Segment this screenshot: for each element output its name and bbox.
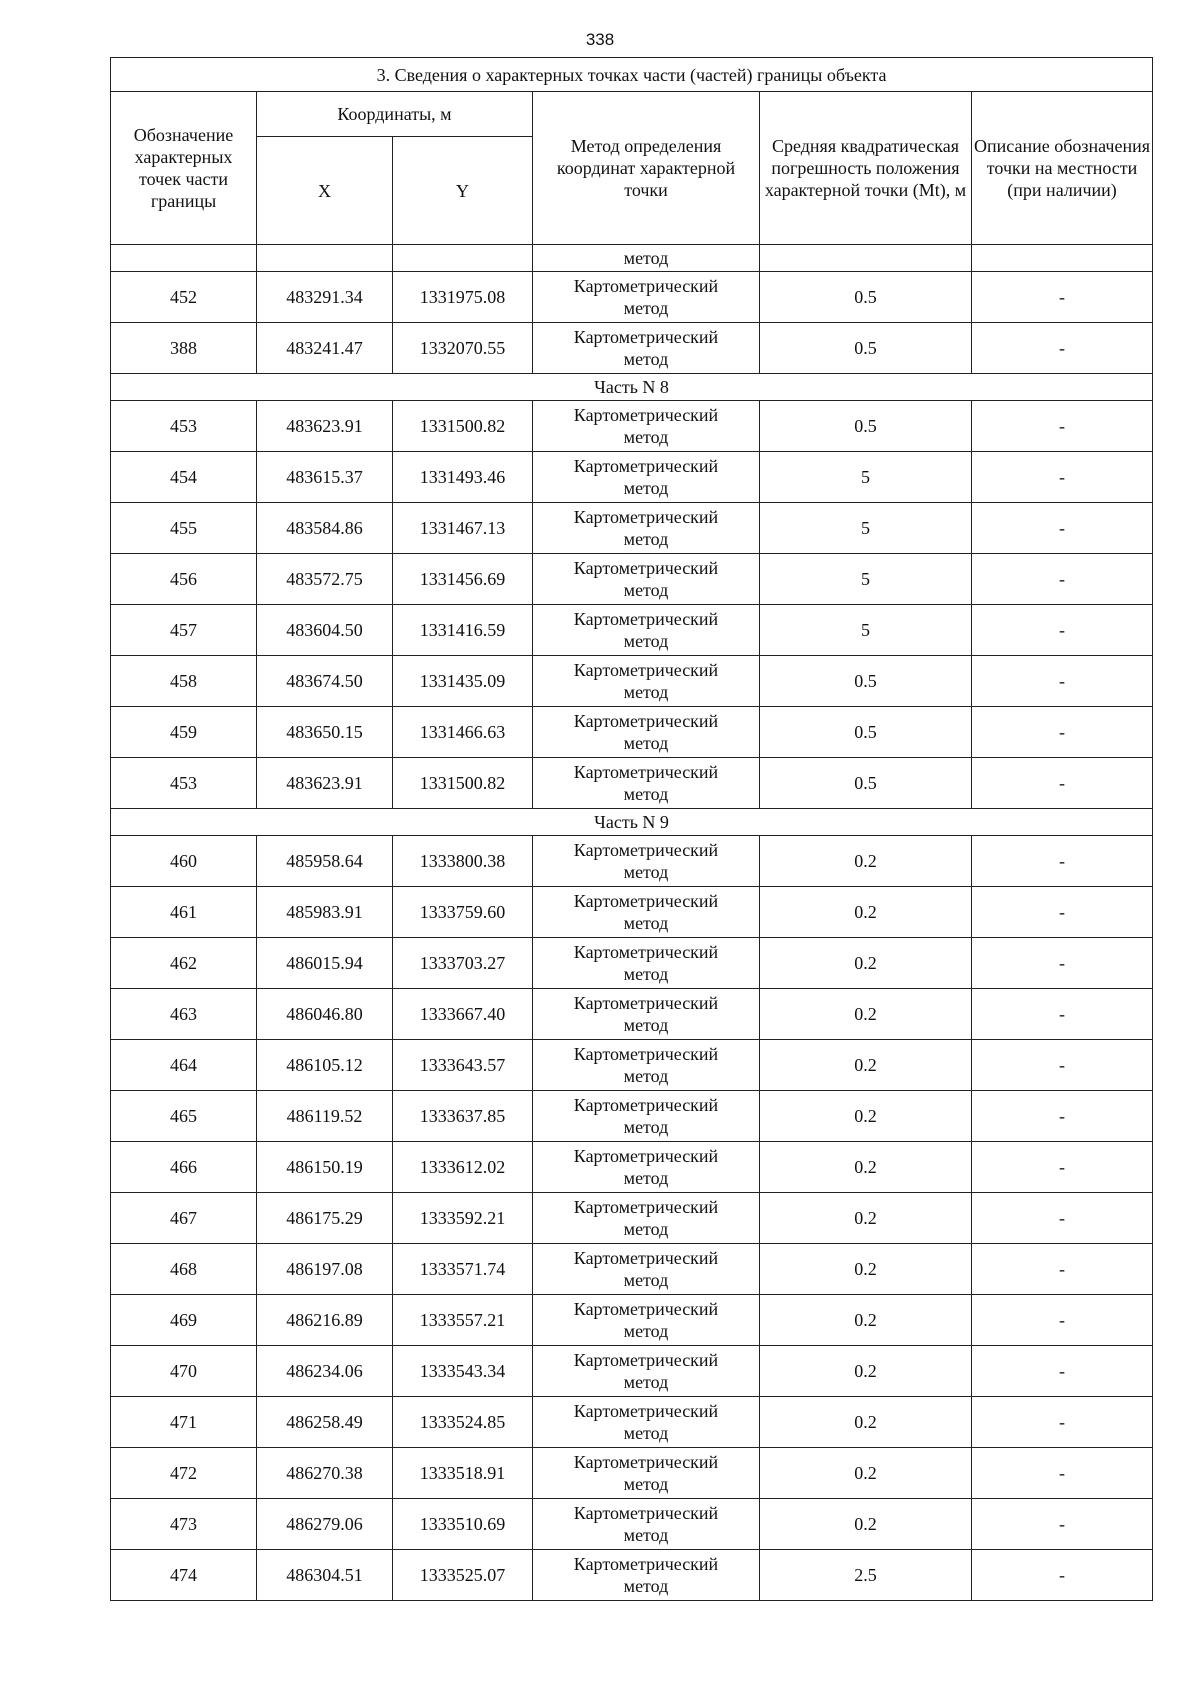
x-coordinate-cell: 483623.91	[257, 401, 393, 452]
description-cell: -	[972, 272, 1153, 323]
method-line-1: Картометрический	[573, 711, 719, 731]
continuation-row	[111, 245, 1153, 272]
y-coordinate-cell: 1331435.09	[393, 656, 533, 707]
x-coordinate-cell: 486279.06	[257, 1499, 393, 1550]
table-row	[111, 1040, 1153, 1091]
table-title: 3. Сведения о характерных точках части (частей) границы объекта	[111, 58, 1153, 92]
method-cell	[533, 401, 760, 452]
method-line-2: метод	[623, 1270, 669, 1290]
x-coordinate-cell: 483604.50	[257, 605, 393, 656]
error-cell: 0.2	[760, 1499, 972, 1550]
point-id-cell: 460	[111, 836, 257, 887]
method-line-1: Картометрический	[573, 327, 719, 347]
error-cell: 0.2	[760, 1295, 972, 1346]
x-coordinate-cell: 486304.51	[257, 1550, 393, 1601]
x-coordinate-cell: 486258.49	[257, 1397, 393, 1448]
point-id-cell: 466	[111, 1142, 257, 1193]
table-row	[111, 1295, 1153, 1346]
error-cell: 5	[760, 554, 972, 605]
method-line-2: метод	[623, 349, 669, 369]
method-cell	[533, 1397, 760, 1448]
y-coordinate-cell: 1333759.60	[393, 887, 533, 938]
x-coordinate-cell: 483241.47	[257, 323, 393, 374]
table-row	[111, 1193, 1153, 1244]
method-line-1: Картометрический	[573, 1452, 719, 1472]
description-cell: -	[972, 1550, 1153, 1601]
method-cell	[533, 503, 760, 554]
description-cell: -	[972, 1193, 1153, 1244]
method-line-2: метод	[623, 1321, 669, 1341]
y-coordinate-cell: 1333637.85	[393, 1091, 533, 1142]
error-cell: 0.2	[760, 1040, 972, 1091]
table-row	[111, 605, 1153, 656]
point-id-cell: 452	[111, 272, 257, 323]
error-cell: 0.2	[760, 1142, 972, 1193]
description-cell: -	[972, 1040, 1153, 1091]
part-label: Часть N 9	[111, 809, 1153, 836]
error-cell: 0.2	[760, 887, 972, 938]
error-cell: 0.5	[760, 656, 972, 707]
y-coordinate-cell: 1331416.59	[393, 605, 533, 656]
x-coordinate-cell: 486270.38	[257, 1448, 393, 1499]
error-cell: 2.5	[760, 1550, 972, 1601]
y-coordinate-cell: 1333543.34	[393, 1346, 533, 1397]
part-heading-row	[111, 809, 1153, 836]
table-row	[111, 272, 1153, 323]
table-row	[111, 503, 1153, 554]
table-row	[111, 758, 1153, 809]
method-cell	[533, 887, 760, 938]
description-cell: -	[972, 836, 1153, 887]
error-cell: 0.2	[760, 1091, 972, 1142]
point-id-cell: 456	[111, 554, 257, 605]
point-id-cell: 465	[111, 1091, 257, 1142]
method-line-1: Картометрический	[573, 609, 719, 629]
point-id-cell: 454	[111, 452, 257, 503]
method-cell	[533, 1346, 760, 1397]
table-row	[111, 1142, 1153, 1193]
y-coordinate-cell: 1331975.08	[393, 272, 533, 323]
description-cell: -	[972, 758, 1153, 809]
point-id-cell: 468	[111, 1244, 257, 1295]
error-cell: 0.5	[760, 707, 972, 758]
method-cell	[533, 1499, 760, 1550]
point-id-cell: 467	[111, 1193, 257, 1244]
point-id-cell: 474	[111, 1550, 257, 1601]
method-line-1: Картометрический	[573, 1248, 719, 1268]
table-row	[111, 887, 1153, 938]
method-line-2: метод	[623, 478, 669, 498]
method-line-1: Картометрический	[573, 1503, 719, 1523]
table-row	[111, 989, 1153, 1040]
method-line-1: Картометрический	[573, 942, 719, 962]
header-designation: Обозначение характерных точек части границы	[111, 92, 257, 245]
method-line-2: метод	[623, 784, 669, 804]
boundary-points-table	[110, 57, 1153, 1601]
point-id-cell: 458	[111, 656, 257, 707]
method-cell	[533, 1295, 760, 1346]
x-coordinate-cell: 483584.86	[257, 503, 393, 554]
description-cell: -	[972, 707, 1153, 758]
point-id-cell: 472	[111, 1448, 257, 1499]
error-cell: 0.2	[760, 938, 972, 989]
x-coordinate-cell: 486234.06	[257, 1346, 393, 1397]
description-cell: -	[972, 1346, 1153, 1397]
method-cell	[533, 989, 760, 1040]
table-row	[111, 656, 1153, 707]
y-coordinate-cell: 1333703.27	[393, 938, 533, 989]
y-coordinate-cell: 1331456.69	[393, 554, 533, 605]
description-cell: -	[972, 887, 1153, 938]
error-cell: 0.5	[760, 401, 972, 452]
method-line-1: Картометрический	[573, 762, 719, 782]
method-line-1: Картометрический	[573, 660, 719, 680]
point-id-cell: 462	[111, 938, 257, 989]
error-cell: 0.2	[760, 989, 972, 1040]
method-line-1: Картометрический	[573, 1299, 719, 1319]
x-coordinate-cell: 483615.37	[257, 452, 393, 503]
point-id-cell: 388	[111, 323, 257, 374]
y-coordinate-cell: 1332070.55	[393, 323, 533, 374]
part-heading-row	[111, 374, 1153, 401]
method-line-1: Картометрический	[573, 891, 719, 911]
y-coordinate-cell: 1333800.38	[393, 836, 533, 887]
x-coordinate-cell: 483572.75	[257, 554, 393, 605]
method-cell	[533, 1244, 760, 1295]
method-line-2: метод	[623, 913, 669, 933]
description-cell: -	[972, 503, 1153, 554]
method-line-2: метод	[623, 682, 669, 702]
table-row	[111, 938, 1153, 989]
x-coordinate-cell: 483623.91	[257, 758, 393, 809]
method-line-2: метод	[623, 298, 669, 318]
y-coordinate-cell: 1331500.82	[393, 758, 533, 809]
table-row	[111, 452, 1153, 503]
y-coordinate-cell: 1331467.13	[393, 503, 533, 554]
method-line-1: Картометрический	[573, 507, 719, 527]
method-line-1: Картометрический	[573, 276, 719, 296]
method-line-1: Картометрический	[573, 456, 719, 476]
method-line-2: метод	[623, 1423, 669, 1443]
method-line-2: метод	[623, 964, 669, 984]
method-cell	[533, 554, 760, 605]
error-cell: 0.5	[760, 323, 972, 374]
header-method: Метод определения координат характерной точки	[533, 92, 760, 245]
method-line-1: Картометрический	[573, 405, 719, 425]
y-coordinate-cell: 1333592.21	[393, 1193, 533, 1244]
method-line-2: метод	[623, 580, 669, 600]
method-cell	[533, 656, 760, 707]
y-coordinate-cell: 1333510.69	[393, 1499, 533, 1550]
error-cell: 0.2	[760, 1193, 972, 1244]
description-cell: -	[972, 1499, 1153, 1550]
y-coordinate-cell: 1333557.21	[393, 1295, 533, 1346]
method-cell	[533, 1193, 760, 1244]
error-cell: 0.2	[760, 1244, 972, 1295]
error-cell: 0.5	[760, 758, 972, 809]
y-coordinate-cell: 1333525.07	[393, 1550, 533, 1601]
error-cell: 5	[760, 605, 972, 656]
table-row	[111, 1550, 1153, 1601]
description-cell: -	[972, 656, 1153, 707]
y-coordinate-cell: 1331493.46	[393, 452, 533, 503]
method-cell	[533, 272, 760, 323]
table-row	[111, 323, 1153, 374]
method-line-2: метод	[623, 1015, 669, 1035]
method-cell	[533, 836, 760, 887]
x-coordinate-cell: 486046.80	[257, 989, 393, 1040]
description-cell: -	[972, 323, 1153, 374]
y-coordinate-cell: 1331466.63	[393, 707, 533, 758]
description-cell: -	[972, 554, 1153, 605]
part-label: Часть N 8	[111, 374, 1153, 401]
x-coordinate-cell: 486105.12	[257, 1040, 393, 1091]
point-id-cell: 453	[111, 401, 257, 452]
y-coordinate-cell: 1333571.74	[393, 1244, 533, 1295]
description-cell: -	[972, 1448, 1153, 1499]
method-line-2: метод	[623, 1168, 669, 1188]
method-line-1: Картометрический	[573, 1146, 719, 1166]
header-description: Описание обозначения точки на местности (при наличии)	[972, 92, 1153, 245]
method-line-2: метод	[623, 1219, 669, 1239]
y-coordinate-cell: 1331500.82	[393, 401, 533, 452]
error-cell: 0.2	[760, 1448, 972, 1499]
error-cell: 0.2	[760, 1397, 972, 1448]
method-cell	[533, 323, 760, 374]
method-line-2: метод	[623, 631, 669, 651]
method-line-2: метод	[623, 1576, 669, 1596]
method-cell	[533, 452, 760, 503]
description-cell: -	[972, 401, 1153, 452]
page-number: 338	[585, 30, 615, 49]
description-cell: -	[972, 989, 1153, 1040]
method-cell	[533, 1142, 760, 1193]
point-id-cell: 455	[111, 503, 257, 554]
description-cell: -	[972, 605, 1153, 656]
description-cell: -	[972, 1142, 1153, 1193]
method-cell	[533, 1040, 760, 1091]
header-error: Средняя квадратическая погрешность положения характерной точки (Mt), м	[760, 92, 972, 245]
x-coordinate-cell: 485983.91	[257, 887, 393, 938]
point-id-cell: 463	[111, 989, 257, 1040]
table-row	[111, 836, 1153, 887]
table-row	[111, 1091, 1153, 1142]
x-coordinate-cell: 486150.19	[257, 1142, 393, 1193]
x-coordinate-cell: 486175.29	[257, 1193, 393, 1244]
point-id-cell: 453	[111, 758, 257, 809]
description-cell: -	[972, 1397, 1153, 1448]
x-coordinate-cell: 483674.50	[257, 656, 393, 707]
method-line-2: метод	[623, 427, 669, 447]
y-coordinate-cell: 1333643.57	[393, 1040, 533, 1091]
method-line-1: Картометрический	[573, 558, 719, 578]
x-coordinate-cell: 483291.34	[257, 272, 393, 323]
description-cell: -	[972, 1295, 1153, 1346]
point-id-cell: 470	[111, 1346, 257, 1397]
header-x: X	[257, 137, 393, 245]
method-cell	[533, 605, 760, 656]
method-line-2: метод	[623, 1372, 669, 1392]
method-line-1: Картометрический	[573, 1401, 719, 1421]
method-line-1: Картометрический	[573, 1197, 719, 1217]
table-row	[111, 554, 1153, 605]
method-line-2: метод	[623, 1525, 669, 1545]
point-id-cell: 464	[111, 1040, 257, 1091]
table-row	[111, 401, 1153, 452]
method-line-1: Картометрический	[573, 1350, 719, 1370]
point-id-cell: 457	[111, 605, 257, 656]
method-cell	[533, 707, 760, 758]
error-cell: 0.5	[760, 272, 972, 323]
method-line-1: Картометрический	[573, 993, 719, 1013]
x-coordinate-cell: 485958.64	[257, 836, 393, 887]
description-cell: -	[972, 1091, 1153, 1142]
method-cell	[533, 1448, 760, 1499]
x-coordinate-cell: 486015.94	[257, 938, 393, 989]
point-id-cell: 469	[111, 1295, 257, 1346]
description-cell: -	[972, 1244, 1153, 1295]
method-line-1: Картометрический	[573, 1095, 719, 1115]
y-coordinate-cell: 1333524.85	[393, 1397, 533, 1448]
point-id-cell: 473	[111, 1499, 257, 1550]
table-row	[111, 1346, 1153, 1397]
method-line-2: метод	[623, 1117, 669, 1137]
point-id-cell: 461	[111, 887, 257, 938]
method-cell	[533, 1091, 760, 1142]
method-line-1: Картометрический	[573, 1554, 719, 1574]
header-coordinates: Координаты, м	[257, 92, 533, 137]
method-cell	[533, 758, 760, 809]
x-coordinate-cell: 486216.89	[257, 1295, 393, 1346]
table-row	[111, 1499, 1153, 1550]
method-cell	[533, 1550, 760, 1601]
method-line-2: метод	[623, 529, 669, 549]
error-cell: 0.2	[760, 836, 972, 887]
method-line-2: метод	[623, 1474, 669, 1494]
point-id-cell: 471	[111, 1397, 257, 1448]
error-cell: 5	[760, 452, 972, 503]
error-cell: 5	[760, 503, 972, 554]
y-coordinate-cell: 1333518.91	[393, 1448, 533, 1499]
method-line-2: метод	[623, 733, 669, 753]
point-id-cell: 459	[111, 707, 257, 758]
table-row	[111, 1244, 1153, 1295]
error-cell: 0.2	[760, 1346, 972, 1397]
method-cell	[533, 938, 760, 989]
description-cell: -	[972, 938, 1153, 989]
x-coordinate-cell: 486119.52	[257, 1091, 393, 1142]
description-cell: -	[972, 452, 1153, 503]
x-coordinate-cell: 483650.15	[257, 707, 393, 758]
method-line-2: метод	[623, 862, 669, 882]
x-coordinate-cell: 486197.08	[257, 1244, 393, 1295]
method-line-1: Картометрический	[573, 840, 719, 860]
y-coordinate-cell: 1333667.40	[393, 989, 533, 1040]
continuation-method: метод	[533, 245, 760, 272]
method-line-1: Картометрический	[573, 1044, 719, 1064]
table-row	[111, 1448, 1153, 1499]
table-row	[111, 707, 1153, 758]
header-y: Y	[393, 137, 533, 245]
y-coordinate-cell: 1333612.02	[393, 1142, 533, 1193]
method-line-2: метод	[623, 1066, 669, 1086]
table-row	[111, 1397, 1153, 1448]
